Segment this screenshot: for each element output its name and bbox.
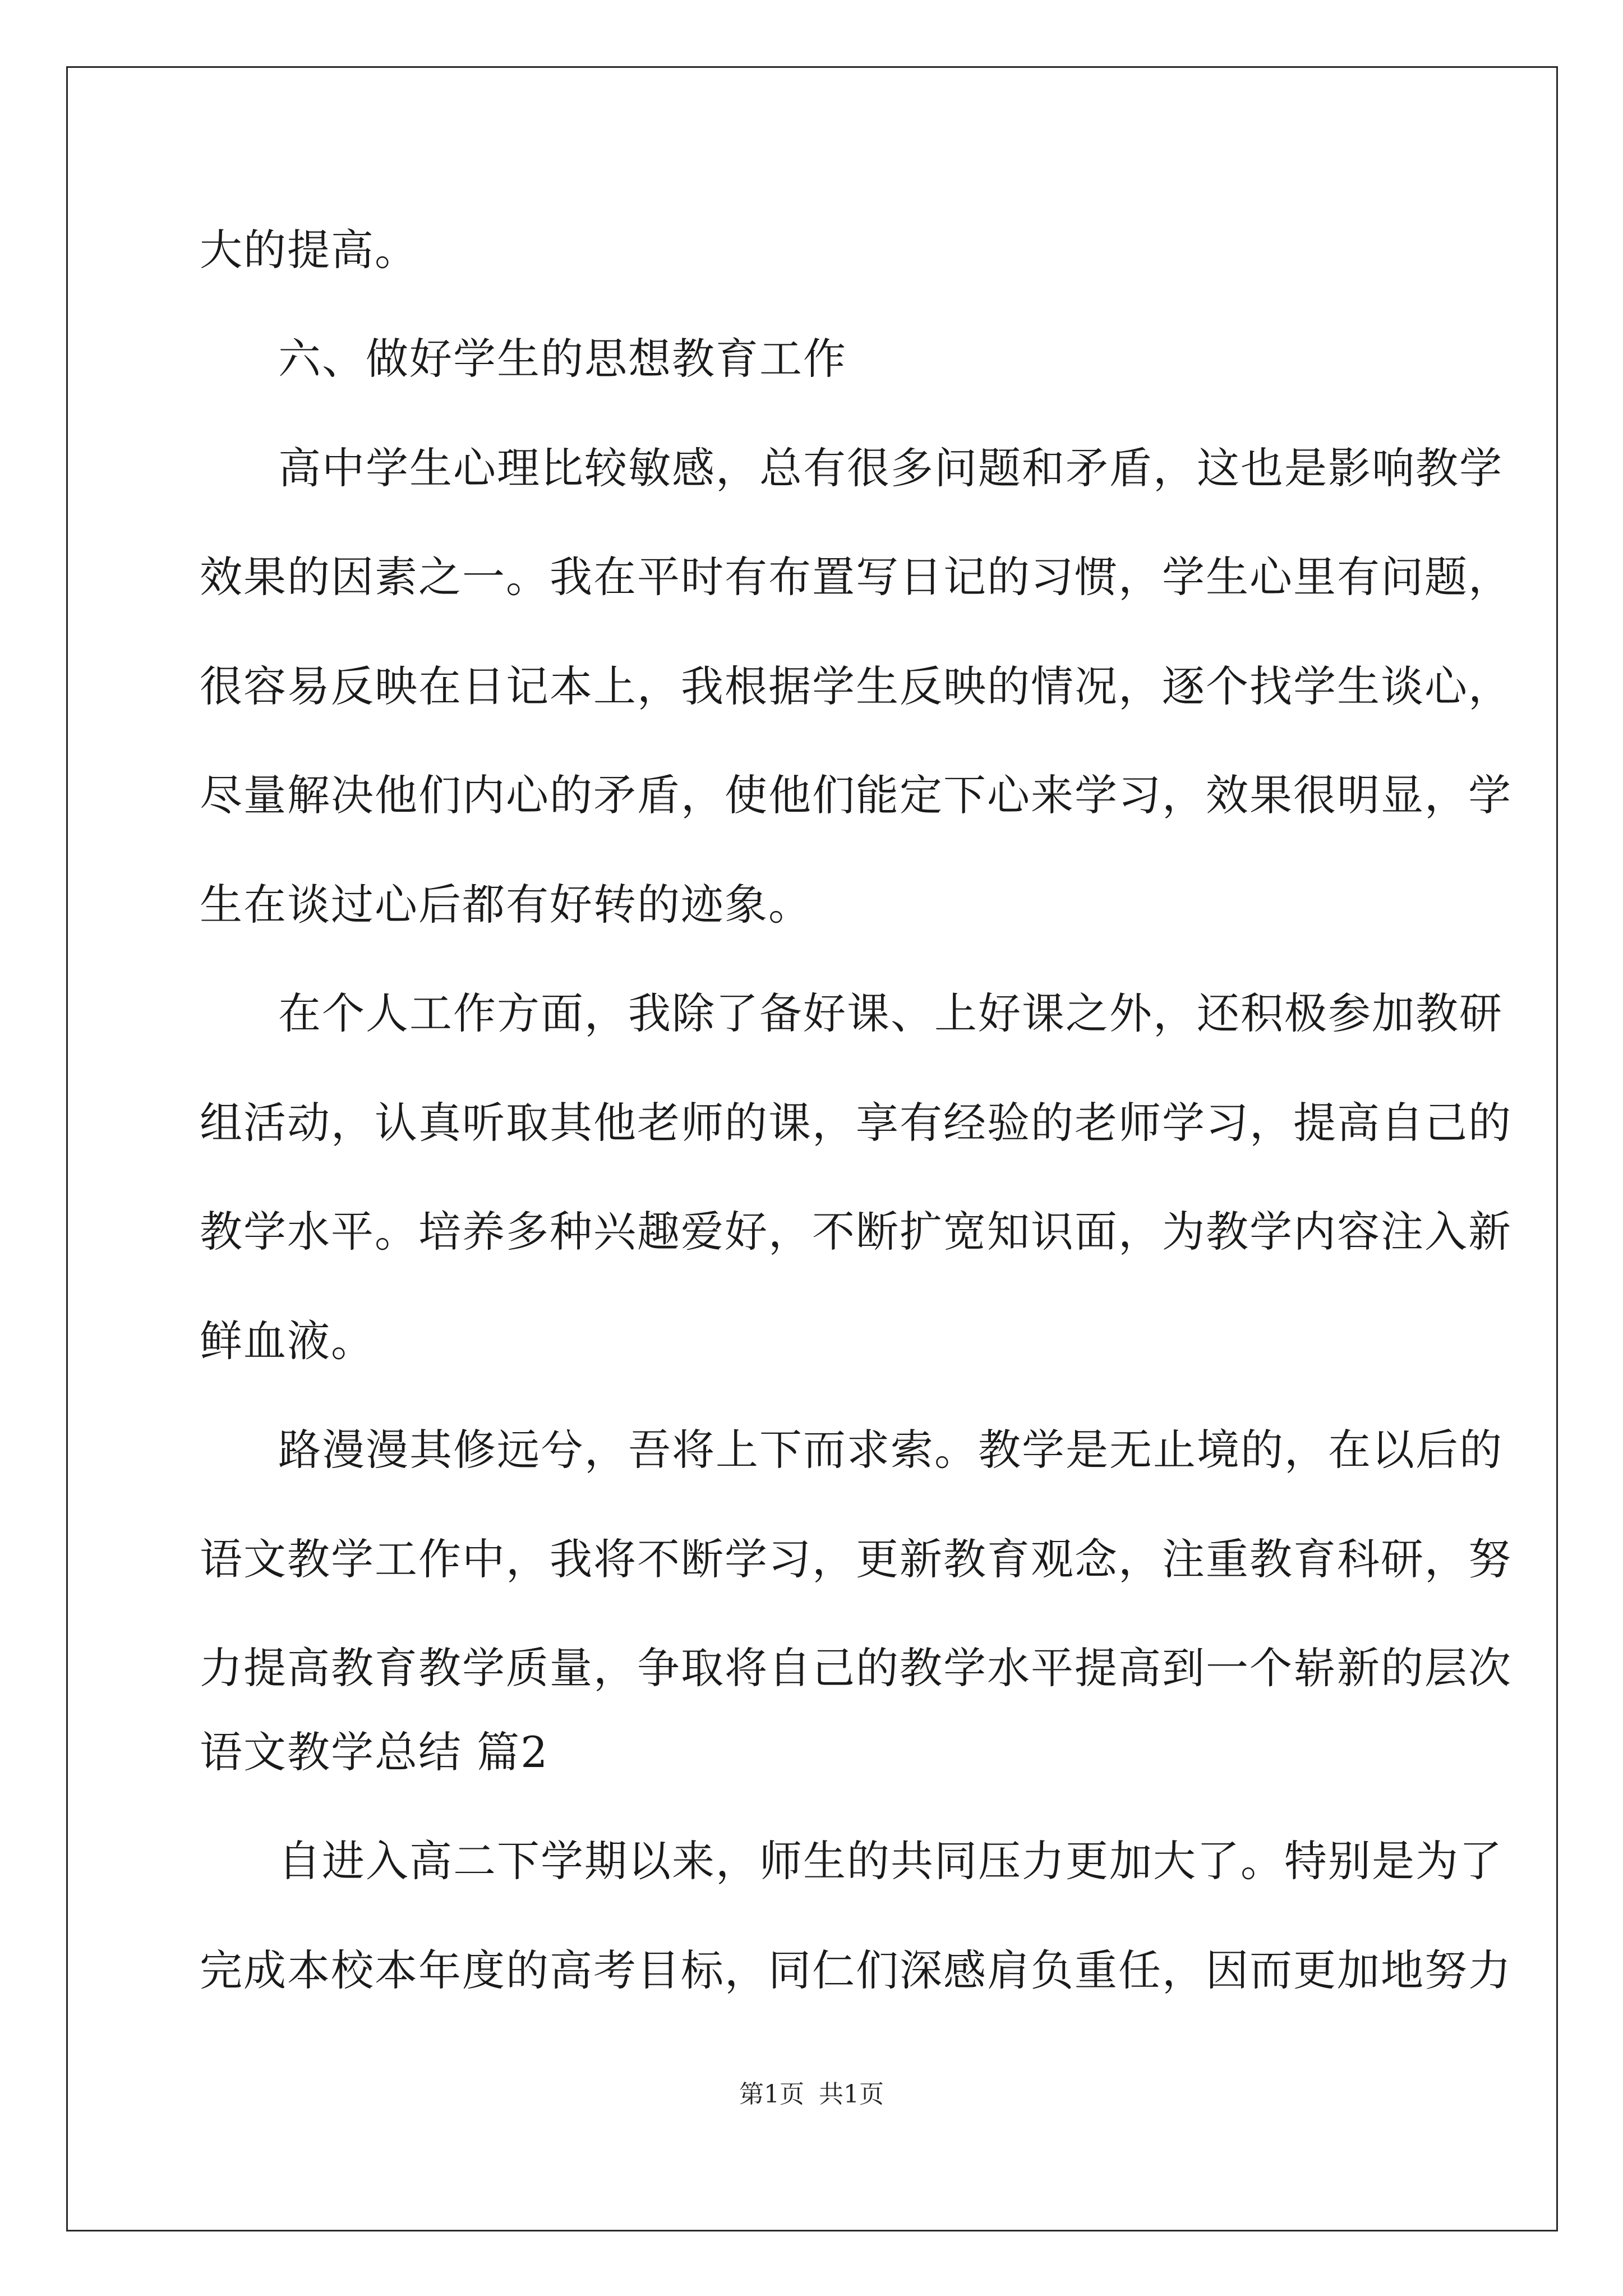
text-line: 完成本校本年度的高考目标，同仁们深感肩负重任，因而更加地努力: [200, 1945, 1512, 1995]
text-line: 大的提高。: [200, 225, 418, 275]
page-footer: [0, 2079, 1623, 2110]
text-line: 组活动，认真听取其他老师的课，享有经验的老师学习，提高自己的: [200, 1098, 1512, 1148]
text-line: 生在谈过心后都有好转的迹象。: [200, 880, 812, 930]
text-line: 自进入高二下学期以来，师生的共同压力更加大了。特别是为了: [278, 1836, 1503, 1886]
total-pages: 共1页: [819, 2080, 884, 2109]
text-line: 路漫漫其修远兮，吾将上下而求索。教学是无止境的，在以后的: [278, 1425, 1503, 1475]
text-line: 高中学生心理比较敏感，总有很多问题和矛盾，这也是影响教学: [278, 443, 1503, 493]
text-line: 教学水平。培养多种兴趣爱好，不断扩宽知识面，为教学内容注入新: [200, 1207, 1512, 1257]
article-title: 语文教学总结 篇2: [200, 1727, 549, 1777]
text-line: 尽量解决他们内心的矛盾，使他们能定下心来学习，效果很明显，学: [200, 770, 1512, 820]
text-line: 效果的因素之一。我在平时有布置写日记的习惯，学生心里有问题，: [200, 552, 1512, 602]
text-line: 很容易反映在日记本上，我根据学生反映的情况，逐个找学生谈心，: [200, 661, 1512, 711]
text-line: 在个人工作方面，我除了备好课、上好课之外，还积极参加教研: [278, 988, 1503, 1038]
page-number: 第1页: [739, 2080, 804, 2109]
text-line: 语文教学工作中，我将不断学习，更新教育观念，注重教育科研，努: [200, 1534, 1512, 1584]
section-heading: 六、做好学生的思想教育工作: [278, 334, 847, 384]
text-line: 鲜血液。: [200, 1316, 375, 1366]
text-line: 力提高教育教学质量，争取将自己的教学水平提高到一个崭新的层次: [200, 1643, 1512, 1693]
